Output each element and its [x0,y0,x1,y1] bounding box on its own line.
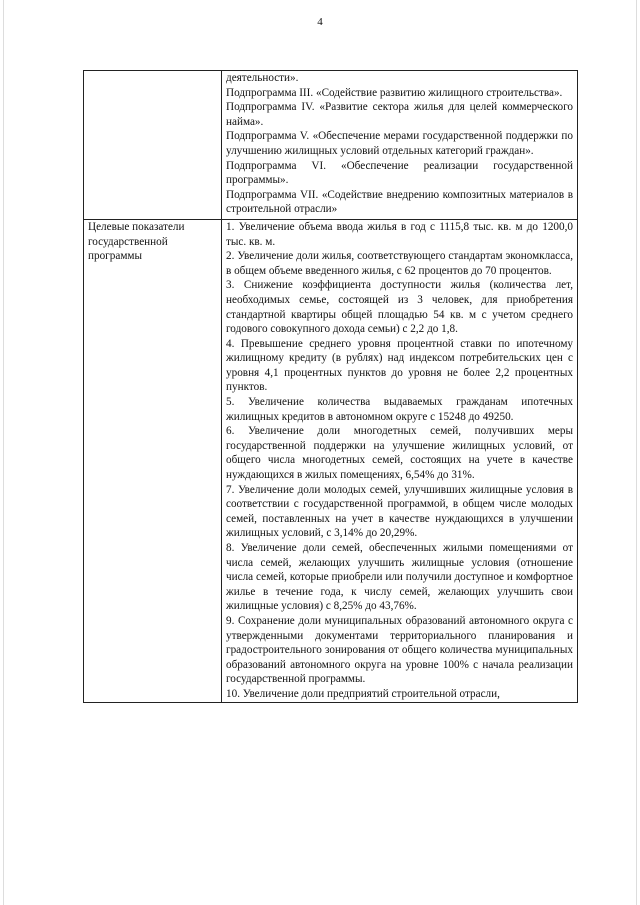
indicator-item: 7. Увеличение доли молодых семей, улучшивших жилищные условия в соответствии с государственной программой, в общем числе молодых семей, поставленных на учет в качестве нуждающихся в улучшении жилищных условий, с 3,14% до 20,29%. [226,483,573,540]
table-row-indicators [84,219,578,702]
scan-edge-right [636,0,637,905]
table-row-subprograms [84,71,578,220]
indicator-item: 6. Увеличение доли многодетных семей, получивших меры государственной поддержки на улучшение жилищных условий, от общего числа многодетных семей, состоящих на учете в качестве нуждающихся в жилых помещениях, 6,54% до 31%. [226,425,573,482]
subprogram-text: деятельности». [226,72,299,84]
subprogram-3: Подпрограмма III. «Содействие развитию жилищного строительства». [226,86,563,99]
indicator-item: 1. Увеличение объема ввода жилья в год с 1115,8 тыс. кв. м до 1200,0 тыс. кв. м. [226,220,573,248]
page-number: 4 [317,16,323,28]
program-passport-table [83,70,578,703]
indicator-item: 3. Снижение коэффициента доступности жилья (количества лет, необходимых семье, состоящей из 3 человек, для приобретения стандартной квартиры общей площадью 54 кв. м с учетом среднего годового совокупного дохода семьи) с 2,2 до 1,8. [226,279,573,336]
indicator-item: 2. Увеличение доли жилья, соответствующего стандартам экономкласса, в общем объеме введенного жилья, с 62 процентов до 70 процентов. [226,250,573,277]
indicator-item: 4. Превышение среднего уровня процентной ставки по ипотечному жилищному кредиту (в рублях) над индексом потребительских цен с уровня 4,1 процентных пунктов до уровня не более 2,2 процентных пунктов. [226,337,573,394]
subprogram-4: Подпрограмма IV. «Развитие сектора жилья для целей коммерческого найма». [226,101,573,128]
subprogram-7: Подпрограмма VII. «Содействие внедрению композитных материалов в строительной отрасли» [226,188,573,216]
indicator-item: 10. Увеличение доли предприятий строительной отрасли, [226,687,500,700]
indicator-item: 9. Сохранение доли муниципальных образований автономного округа с утвержденными документами территориального планирования и градостроительного зонирования от общего количества муниципальных образований автономного округа на уровне 100% с начала реализации государственной программы. [226,614,573,686]
subprogram-6: Подпрограмма VI. «Обеспечение реализации государственной программы». [226,159,573,187]
subprogram-5: Подпрограмма V. «Обеспечение мерами государственной поддержки по улучшению жилищных условий отдельных категорий граждан». [226,130,573,157]
indicators-label: Целевые показатели государственной программы [84,219,222,702]
indicators-cell [222,219,578,702]
indicator-item: 5. Увеличение количества выдаваемых гражданам ипотечных жилищных кредитов в автономном округе с 15248 до 49250. [226,396,573,423]
indicator-item: 8. Увеличение доли семей, обеспеченных жилыми помещениями от числа семей, желающих улучшить жилищные условия (отношение числа семей, которые приобрели или получили доступное и комфортное жилье в течение года, к числу семей, желающих улучшить свои жилищные условия) с 8,25% до 43,76%. [226,542,573,613]
label-cell-empty [84,71,222,220]
subprograms-cell [222,71,578,220]
scan-edge-left [3,0,4,905]
